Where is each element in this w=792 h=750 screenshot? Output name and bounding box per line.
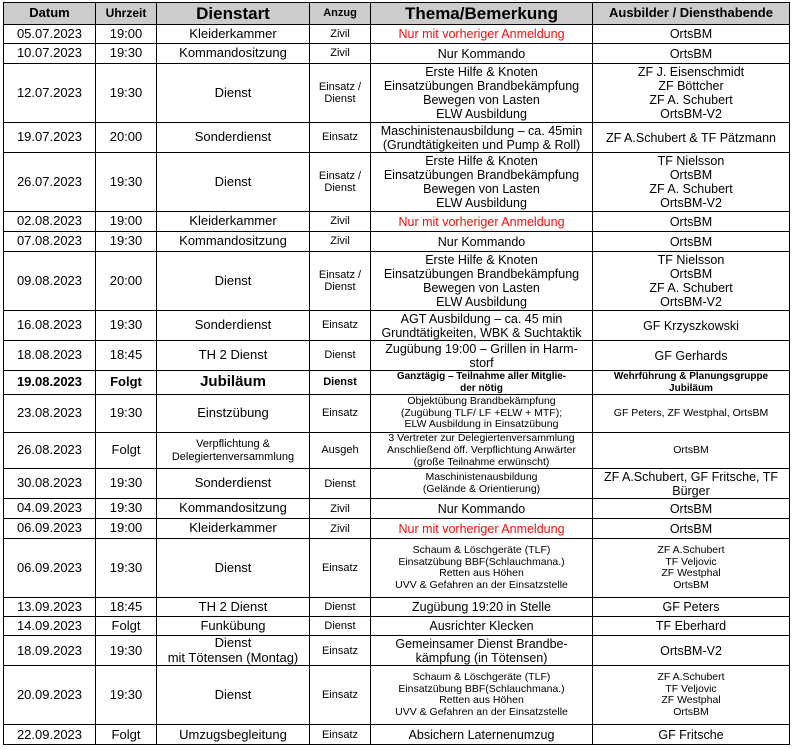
instructor-cell-line: ZF A. Schubert — [649, 182, 733, 196]
uniform-cell — [310, 617, 371, 636]
uniform-cell-line: Zivil — [330, 27, 350, 40]
topic-cell — [371, 25, 593, 44]
table-row — [4, 433, 790, 469]
table-row — [4, 212, 790, 232]
topic-cell-line: Nur mit vorheriger Anmeldung — [398, 521, 565, 536]
service-type-cell-line: Kommandositzung — [179, 500, 287, 516]
table-row — [4, 64, 790, 123]
uniform-cell-line: Einsatz — [321, 407, 359, 420]
topic-cell — [371, 666, 593, 725]
topic-cell-line: Gemeinsamer Dienst Brandbe- — [395, 636, 568, 651]
instructor-cell-line: OrtsBM-V2 — [660, 196, 722, 210]
topic-cell-line: ELW Ausbildung — [436, 295, 527, 309]
topic-cell-line: 3 Vertreter zur Delegiertenversammlung — [388, 432, 575, 444]
instructor-cell-line: OrtsBM — [673, 443, 709, 456]
table-row — [4, 617, 790, 636]
date-cell: 05.07.2023 — [4, 25, 96, 44]
topic-cell-line: Ausrichter Klecken — [429, 619, 534, 634]
topic-cell-line: (Zugübung TLF/ LF +ELW + MTF); — [400, 406, 563, 419]
instructor-cell-line: TF Eberhard — [655, 619, 727, 634]
service-type-cell-line: Jubiläum — [200, 373, 266, 391]
topic-cell-line: (Grundtätigkeiten und Pump & Roll) — [382, 137, 581, 152]
instructor-cell-line: ZF Westphal — [661, 694, 721, 707]
service-type-cell — [157, 499, 310, 519]
topic-cell-line: Grundtätigkeiten, WBK & Suchtaktik — [381, 325, 582, 340]
uniform-cell — [310, 395, 371, 433]
topic-cell — [371, 44, 593, 64]
uniform-cell — [310, 598, 371, 617]
uniform-cell — [310, 725, 371, 745]
instructor-cell-line: ZF J. Eisenschmidt — [637, 65, 745, 79]
topic-cell-line: ELW Ausbildung in Einsatzübung — [404, 418, 559, 431]
topic-cell-line: Ganztägig – Teilnahme aller Mitglie- — [396, 371, 567, 383]
instructor-cell-line: ZF A.Schubert, GF Fritsche, TF — [603, 469, 779, 484]
service-type-cell-line: Kommandositzung — [179, 233, 287, 249]
instructor-cell — [593, 539, 790, 598]
date-cell: 23.08.2023 — [4, 395, 96, 433]
service-type-cell — [157, 212, 310, 232]
instructor-cell — [593, 469, 790, 499]
topic-cell-line: Objektübung Brandbekämpfung — [407, 394, 556, 407]
uniform-cell — [310, 666, 371, 725]
instructor-cell-line: Bürger — [672, 483, 710, 498]
uniform-cell-line: Zivil — [330, 522, 350, 535]
uniform-cell — [310, 539, 371, 598]
table-row — [4, 469, 790, 499]
uniform-cell-line: Einsatz — [321, 644, 359, 657]
uniform-cell-line: Dienst — [324, 349, 356, 362]
instructor-cell — [593, 153, 790, 212]
date-cell: 26.08.2023 — [4, 433, 96, 469]
time-cell: Folgt — [96, 371, 157, 395]
date-cell: 18.09.2023 — [4, 636, 96, 666]
service-type-cell-line: Verpflichtung & — [196, 438, 270, 451]
instructor-cell — [593, 636, 790, 666]
instructor-cell — [593, 617, 790, 636]
uniform-cell — [310, 371, 371, 395]
instructor-cell — [593, 598, 790, 617]
topic-cell-line: Einsatzübung BBF(Schlauchmana.) — [398, 555, 565, 568]
time-cell: 19:30 — [96, 44, 157, 64]
topic-cell — [371, 64, 593, 123]
table-row — [4, 311, 790, 341]
uniform-cell-line: Einsatz / — [318, 268, 362, 281]
instructor-cell — [593, 311, 790, 341]
service-type-cell — [157, 598, 310, 617]
service-type-cell — [157, 539, 310, 598]
topic-cell-line: Maschinistenausbildung — [425, 471, 538, 483]
time-cell: 19:30 — [96, 499, 157, 519]
uniform-cell-line: Einsatz — [321, 131, 359, 144]
time-cell: 20:00 — [96, 123, 157, 153]
topic-cell-line: Erste Hilfe & Knoten — [425, 154, 538, 168]
table-row — [4, 153, 790, 212]
instructor-cell-line: OrtsBM — [673, 706, 709, 719]
table-row — [4, 25, 790, 44]
header-datum: Datum — [4, 3, 96, 25]
topic-cell — [371, 469, 593, 499]
instructor-cell — [593, 252, 790, 311]
instructor-cell-line: OrtsBM-V2 — [660, 295, 722, 309]
topic-cell — [371, 341, 593, 371]
time-cell: 19:30 — [96, 636, 157, 666]
time-cell: 18:45 — [96, 341, 157, 371]
instructor-cell-line: OrtsBM — [669, 46, 713, 61]
topic-cell-line: Schaum & Löschgeräte (TLF) — [412, 670, 551, 683]
topic-cell — [371, 598, 593, 617]
service-type-cell-line: Kleiderkammer — [189, 520, 277, 536]
instructor-cell — [593, 725, 790, 745]
topic-cell-line: Zugübung 19:20 in Stelle — [412, 600, 551, 615]
service-type-cell-line: Dienst — [214, 173, 252, 189]
topic-cell-line: Maschinistenausbildung – ca. 45min — [380, 123, 583, 138]
date-cell: 06.09.2023 — [4, 539, 96, 598]
service-type-cell — [157, 666, 310, 725]
service-type-cell-line: mit Tötensen (Montag) — [167, 649, 299, 665]
uniform-cell-line: Einsatz — [321, 689, 359, 702]
service-type-cell-line: Sonderdienst — [194, 475, 272, 491]
uniform-cell — [310, 153, 371, 212]
topic-cell-line: AGT Ausbildung – ca. 45 min — [400, 311, 563, 326]
date-cell: 26.07.2023 — [4, 153, 96, 212]
service-type-cell-line: Einstzübung — [197, 405, 269, 421]
service-type-cell-line: Umzugsbegleitung — [179, 726, 287, 742]
uniform-cell-line: Dienst — [324, 182, 356, 194]
table-row — [4, 725, 790, 745]
instructor-cell-line: OrtsBM — [669, 27, 713, 41]
instructor-cell-line: ZF Böttcher — [658, 79, 724, 93]
topic-cell — [371, 212, 593, 232]
instructor-cell — [593, 212, 790, 232]
uniform-cell — [310, 433, 371, 469]
time-cell: Folgt — [96, 725, 157, 745]
instructor-cell-line: OrtsBM-V2 — [660, 643, 722, 658]
uniform-cell-line: Dienst — [324, 601, 356, 614]
time-cell: Folgt — [96, 617, 157, 636]
time-cell: Folgt — [96, 433, 157, 469]
instructor-cell-line: TF Veljovic — [665, 682, 717, 695]
service-type-cell-line: Funkübung — [200, 617, 266, 633]
date-cell: 04.09.2023 — [4, 499, 96, 519]
uniform-cell-line: Einsatz / — [318, 80, 362, 93]
time-cell: 19:30 — [96, 64, 157, 123]
topic-cell — [371, 636, 593, 666]
topic-cell-line: Absichern Laternenumzug — [408, 727, 555, 742]
time-cell: 19:30 — [96, 232, 157, 252]
topic-cell — [371, 252, 593, 311]
topic-cell-line: Einsatzübungen Brandbekämpfung — [383, 267, 580, 281]
instructor-cell-line: OrtsBM — [669, 501, 713, 516]
topic-cell — [371, 311, 593, 341]
service-type-cell — [157, 636, 310, 666]
service-type-cell — [157, 153, 310, 212]
table-row — [4, 539, 790, 598]
service-type-cell — [157, 519, 310, 539]
uniform-cell-line: Zivil — [330, 47, 350, 60]
instructor-cell — [593, 371, 790, 395]
uniform-cell-line: Zivil — [330, 502, 350, 515]
instructor-cell-line: OrtsBM — [669, 267, 713, 281]
instructor-cell — [593, 25, 790, 44]
service-type-cell-line: Kleiderkammer — [189, 213, 277, 229]
uniform-cell-line: Einsatz — [321, 319, 359, 332]
instructor-cell — [593, 395, 790, 433]
date-cell: 19.07.2023 — [4, 123, 96, 153]
topic-cell-line: Nur mit vorheriger Anmeldung — [398, 214, 565, 229]
uniform-cell — [310, 232, 371, 252]
date-cell: 09.08.2023 — [4, 252, 96, 311]
table-row — [4, 341, 790, 371]
table-row — [4, 123, 790, 153]
topic-cell — [371, 153, 593, 212]
topic-cell-line: (große Teilnahme erwünscht) — [413, 455, 550, 468]
table-row — [4, 636, 790, 666]
service-type-cell — [157, 64, 310, 123]
instructor-cell-line: TF Veljovic — [665, 555, 717, 568]
service-type-cell-line: Sonderdienst — [194, 129, 272, 145]
topic-cell — [371, 617, 593, 636]
instructor-cell-line: OrtsBM — [669, 234, 713, 249]
service-type-cell-line: Delegiertenversammlung — [171, 450, 295, 463]
header-ausbilder: Ausbilder / Diensthabende — [593, 3, 790, 25]
service-type-cell — [157, 123, 310, 153]
topic-cell — [371, 395, 593, 433]
time-cell: 19:00 — [96, 519, 157, 539]
instructor-cell-line: GF Peters, ZF Westphal, OrtsBM — [613, 406, 769, 419]
table-row — [4, 252, 790, 311]
table-row — [4, 598, 790, 617]
topic-cell — [371, 123, 593, 153]
uniform-cell-line: Dienst — [324, 477, 356, 490]
topic-cell-line: der nötig — [460, 382, 503, 394]
date-cell: 10.07.2023 — [4, 44, 96, 64]
uniform-cell-line: Ausgeh — [321, 444, 359, 457]
instructor-cell — [593, 44, 790, 64]
service-type-cell-line: Dienst — [214, 84, 252, 100]
topic-cell-line: Nur Kommando — [437, 234, 526, 249]
instructor-cell-line: GF Krzyszkowski — [643, 318, 739, 333]
uniform-cell — [310, 25, 371, 44]
uniform-cell — [310, 44, 371, 64]
service-type-cell-line: Dienst — [214, 687, 252, 703]
uniform-cell-line: Dienst — [324, 93, 356, 105]
header-uhrzeit: Uhrzeit — [96, 3, 157, 25]
date-cell: 06.09.2023 — [4, 519, 96, 539]
instructor-cell-line: TF Nielsson — [657, 253, 725, 267]
table-row — [4, 44, 790, 64]
date-cell: 14.09.2023 — [4, 617, 96, 636]
topic-cell — [371, 371, 593, 395]
uniform-cell — [310, 499, 371, 519]
topic-cell-line: Einsatzübungen Brandbekämpfung — [383, 168, 580, 182]
service-type-cell — [157, 232, 310, 252]
topic-cell-line: UVV & Gefahren an der Einsatzstelle — [395, 706, 568, 719]
topic-cell-line: ELW Ausbildung — [436, 196, 527, 210]
service-type-cell — [157, 44, 310, 64]
date-cell: 07.08.2023 — [4, 232, 96, 252]
topic-cell-line: Erste Hilfe & Knoten — [425, 253, 538, 267]
service-type-cell — [157, 25, 310, 44]
service-type-cell-line: Dienst — [214, 559, 252, 575]
instructor-cell-line: OrtsBM — [669, 214, 713, 229]
uniform-cell-line: Zivil — [330, 235, 350, 248]
instructor-cell-line: TF Nielsson — [657, 154, 725, 168]
instructor-cell — [593, 123, 790, 153]
topic-cell-line: Bewegen von Lasten — [423, 182, 540, 196]
instructor-cell-line: GF Peters — [662, 600, 720, 615]
instructor-cell-line: ZF A.Schubert — [657, 543, 725, 556]
uniform-cell — [310, 341, 371, 371]
topic-cell — [371, 539, 593, 598]
uniform-cell-line: Zivil — [330, 215, 350, 228]
service-type-cell-line: Dienst — [214, 272, 252, 288]
topic-cell-line: Anschließend öff. Verpflichtung Anwärter — [387, 443, 576, 456]
topic-cell-line: Einsatzübung BBF(Schlauchmana.) — [398, 682, 565, 695]
service-type-cell-line: Sonderdienst — [194, 317, 272, 333]
topic-cell-line: UVV & Gefahren an der Einsatzstelle — [395, 579, 568, 591]
service-type-cell — [157, 469, 310, 499]
instructor-cell-line: ZF A.Schubert & TF Pätzmann — [606, 130, 776, 145]
uniform-cell — [310, 64, 371, 123]
uniform-cell — [310, 252, 371, 311]
date-cell: 02.08.2023 — [4, 212, 96, 232]
instructor-cell — [593, 232, 790, 252]
topic-cell-line: Einsatzübungen Brandbekämpfung — [383, 79, 580, 93]
date-cell: 30.08.2023 — [4, 469, 96, 499]
topic-cell-line: storf — [469, 355, 494, 370]
schedule-table — [3, 2, 790, 745]
instructor-cell — [593, 499, 790, 519]
topic-cell — [371, 433, 593, 469]
topic-cell-line: ELW Ausbildung — [436, 107, 527, 121]
time-cell: 19:00 — [96, 25, 157, 44]
service-type-cell — [157, 341, 310, 371]
uniform-cell — [310, 636, 371, 666]
time-cell: 19:30 — [96, 311, 157, 341]
topic-cell-line: Retten aus Höhen — [439, 567, 524, 580]
service-type-cell — [157, 371, 310, 395]
header-dienstart: Dienstart — [157, 3, 310, 25]
time-cell: 19:30 — [96, 469, 157, 499]
topic-cell-line: (Gelände & Orientierung) — [422, 482, 541, 495]
time-cell: 19:30 — [96, 153, 157, 212]
time-cell: 19:00 — [96, 212, 157, 232]
header-row — [4, 3, 790, 25]
topic-cell — [371, 519, 593, 539]
uniform-cell — [310, 123, 371, 153]
service-type-cell-line: Kleiderkammer — [189, 25, 277, 41]
service-type-cell-line: TH 2 Dienst — [198, 347, 268, 363]
table-row — [4, 371, 790, 395]
date-cell: 16.08.2023 — [4, 311, 96, 341]
topic-cell — [371, 725, 593, 745]
uniform-cell-line: Einsatz — [321, 728, 359, 741]
topic-cell-line: Schaum & Löschgeräte (TLF) — [412, 543, 551, 556]
uniform-cell — [310, 311, 371, 341]
uniform-cell — [310, 519, 371, 539]
instructor-cell-line: OrtsBM — [673, 579, 709, 591]
instructor-cell-line: ZF Westphal — [661, 567, 721, 580]
date-cell: 22.09.2023 — [4, 725, 96, 745]
instructor-cell-line: ZF A. Schubert — [649, 93, 733, 107]
uniform-cell-line: Dienst — [324, 620, 356, 633]
table-row — [4, 519, 790, 539]
uniform-cell — [310, 469, 371, 499]
instructor-cell-line: GF Fritsche — [658, 727, 724, 742]
instructor-cell — [593, 433, 790, 469]
instructor-cell-line: OrtsBM-V2 — [660, 107, 722, 121]
topic-cell-line: Bewegen von Lasten — [423, 93, 540, 107]
date-cell: 19.08.2023 — [4, 371, 96, 395]
service-type-cell — [157, 395, 310, 433]
topic-cell-line: Nur mit vorheriger Anmeldung — [398, 27, 565, 41]
topic-cell-line: kämpfung (in Tötensen) — [415, 650, 548, 665]
time-cell: 19:30 — [96, 666, 157, 725]
topic-cell — [371, 232, 593, 252]
table-row — [4, 232, 790, 252]
service-type-cell-line: TH 2 Dienst — [198, 598, 268, 614]
instructor-cell-line: Jubiläum — [669, 382, 713, 394]
topic-cell-line: Retten aus Höhen — [439, 694, 524, 707]
instructor-cell-line: OrtsBM — [669, 521, 713, 536]
instructor-cell-line: GF Gerhards — [654, 348, 728, 363]
uniform-cell-line: Einsatz — [321, 562, 359, 575]
date-cell: 13.09.2023 — [4, 598, 96, 617]
table-row — [4, 499, 790, 519]
date-cell: 18.08.2023 — [4, 341, 96, 371]
header-thema: Thema/Bemerkung — [371, 3, 593, 25]
header-anzug: Anzug — [310, 3, 371, 25]
topic-cell-line: Nur Kommando — [437, 501, 526, 516]
topic-cell-line: Zugübung 19:00 – Grillen in Harm- — [385, 341, 578, 356]
service-type-cell — [157, 252, 310, 311]
time-cell: 19:30 — [96, 539, 157, 598]
service-type-cell-line: Dienst — [214, 635, 252, 651]
time-cell: 18:45 — [96, 598, 157, 617]
instructor-cell — [593, 666, 790, 725]
topic-cell-line: Bewegen von Lasten — [423, 281, 540, 295]
service-type-cell — [157, 311, 310, 341]
schedule-body — [4, 25, 790, 745]
instructor-cell — [593, 519, 790, 539]
service-type-cell — [157, 433, 310, 469]
service-type-cell-line: Kommandositzung — [179, 45, 287, 61]
date-cell: 12.07.2023 — [4, 64, 96, 123]
uniform-cell-line: Einsatz / — [318, 169, 362, 182]
uniform-cell-line: Dienst — [323, 376, 357, 389]
table-row — [4, 666, 790, 725]
instructor-cell-line: Wehrführung & Planungsgruppe — [613, 371, 769, 383]
topic-cell-line: Erste Hilfe & Knoten — [425, 65, 538, 79]
instructor-cell-line: ZF A.Schubert — [657, 670, 725, 683]
service-type-cell — [157, 617, 310, 636]
time-cell: 20:00 — [96, 252, 157, 311]
instructor-cell-line: ZF A. Schubert — [649, 281, 733, 295]
uniform-cell-line: Dienst — [324, 281, 356, 293]
date-cell: 20.09.2023 — [4, 666, 96, 725]
instructor-cell — [593, 341, 790, 371]
service-type-cell — [157, 725, 310, 745]
topic-cell-line: Nur Kommando — [437, 46, 526, 61]
instructor-cell-line: OrtsBM — [669, 168, 713, 182]
table-row — [4, 395, 790, 433]
instructor-cell — [593, 64, 790, 123]
uniform-cell — [310, 212, 371, 232]
topic-cell — [371, 499, 593, 519]
time-cell: 19:30 — [96, 395, 157, 433]
